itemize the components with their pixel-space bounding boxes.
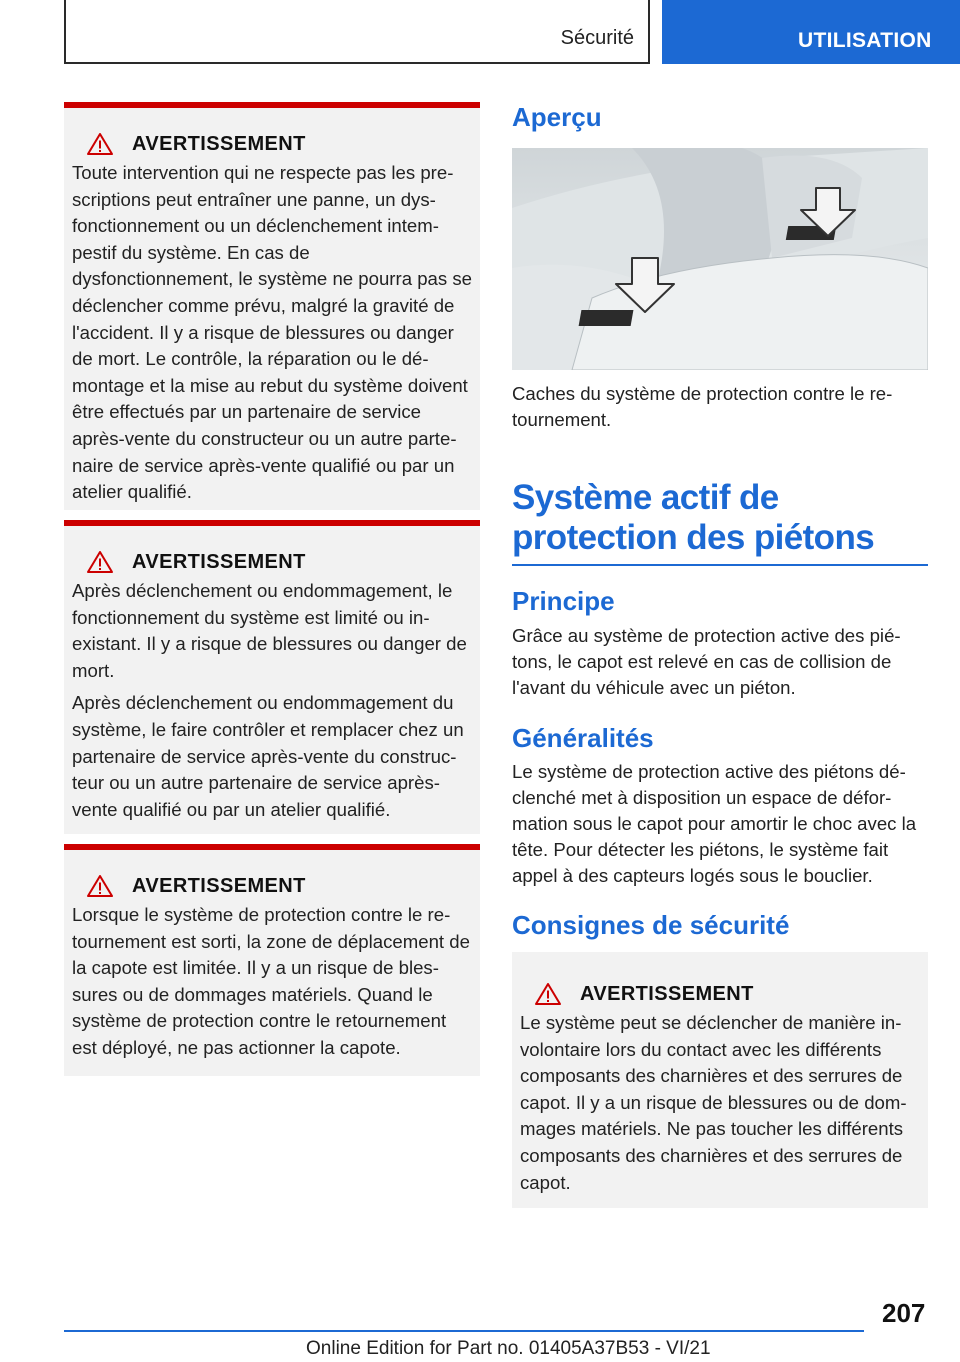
footer-edition: Online Edition for Part no. 01405A37B53 - VI/21 — [306, 1338, 711, 1359]
header-chapter-label: UTILISATION — [798, 29, 932, 52]
warning-title: AVERTISSEMENT — [132, 132, 306, 155]
warning-text-2: Après déclenchement ou endommagement du système, le faire contrôler et remplacer chez un partenaire de service après-vente du constructeur ou un autre partenaire de service après-vente qualifié ou par un atelier qualifié. — [72, 692, 464, 820]
warning-triangle-icon — [86, 874, 114, 898]
warning-text: Le système peut se déclencher de manière involontaire lors du contact avec les différents composants des charnières et des serrures de capot. Il y a un risque de blessures ou de dommages matériels. Ne pas toucher les différents composants des charnières et des serrures de capot. — [520, 1012, 907, 1193]
warning-title: AVERTISSEMENT — [132, 874, 306, 897]
warning-triangle-icon — [534, 982, 562, 1006]
section-heading: Système actif de protection des piétons — [512, 478, 928, 566]
header-chapter-tab — [662, 0, 960, 64]
general-heading: Généralités — [512, 723, 654, 753]
footer-divider — [64, 1330, 864, 1332]
rollover-protection-figure — [512, 148, 928, 370]
car-interior-illustration — [512, 148, 928, 370]
page-number: 207 — [882, 1298, 926, 1328]
figure-caption: Caches du système de protection contre le retournement. — [512, 383, 893, 430]
warning-text: Toute intervention qui ne respecte pas les prescriptions peut entraîner une panne, un dysfonctionnement ou un déclenchement intempestif du système. En cas de dysfonctionnement, le système ne pourra pas se déclencher comme prévu, malgré la gravité de l'accident. Il y a risque de blessures ou danger de mort. Le contrôle, la réparation ou le démontage et la mise au rebut du système doivent être effectués par un partenaire de service après-vente du constructeur ou un autre partenaire de service après-vente qualifié ou par un atelier qualifié. — [72, 162, 472, 503]
warning-box-1 — [64, 102, 480, 510]
overview-heading: Aperçu — [512, 102, 602, 132]
warning-title: AVERTISSEMENT — [132, 550, 306, 573]
warning-triangle-icon — [86, 132, 114, 156]
warning-box-3 — [64, 844, 480, 1076]
warning-text-1: Après déclenchement ou endommagement, le fonctionnement du système est limité ou inexistant. Il y a risque de blessures ou danger de mort. — [72, 580, 467, 681]
principle-heading: Principe — [512, 586, 615, 616]
warning-box-2 — [64, 520, 480, 834]
general-text: Le système de protection active des piétons déclenché met à disposition un espace de déformation sous le capot pour amortir le choc avec la tête. Pour détecter les piétons, le système fait appel à des capteurs logés sous le bouclier. — [512, 761, 917, 886]
warning-triangle-icon — [86, 550, 114, 574]
warning-title: AVERTISSEMENT — [580, 982, 754, 1005]
principle-text: Grâce au système de protection active des piétons, le capot est relevé en cas de collision de l'avant du véhicule avec un piéton. — [512, 625, 901, 698]
safety-heading: Consignes de sécurité — [512, 910, 790, 940]
warning-box-safety — [512, 952, 928, 1208]
warning-text: Lorsque le système de protection contre le retournement est sorti, la zone de déplacement de la capote est limitée. Il y a un risque de blessures ou de dommages matériels. Quand le système de protection contre le retournement est déployé, ne pas actionner la capote. — [72, 904, 470, 1058]
header-section-box — [64, 0, 650, 64]
header-section-label: Sécurité — [560, 27, 634, 49]
